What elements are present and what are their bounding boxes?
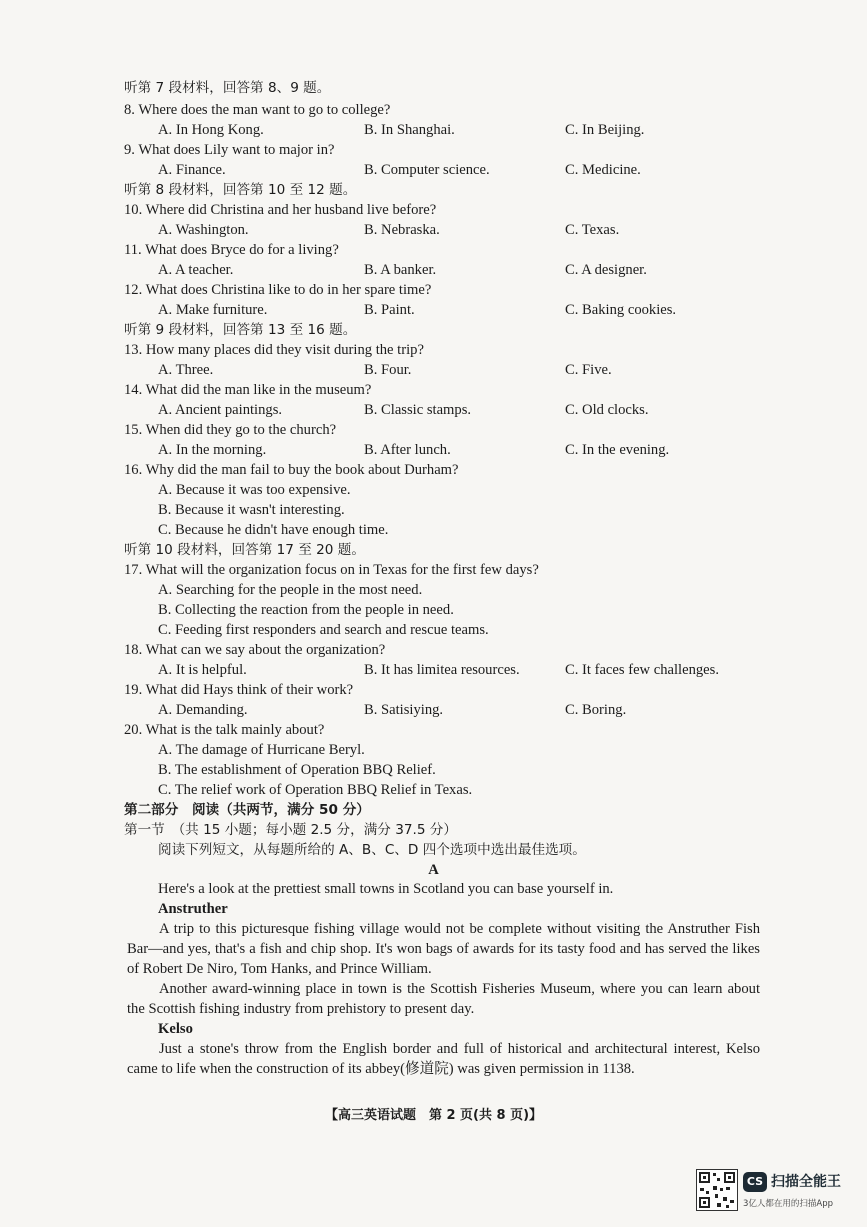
question-9: 9. What does Lily want to major in? xyxy=(124,142,335,158)
option-b: B. Four. xyxy=(364,362,412,378)
option-b: B. Paint. xyxy=(364,302,415,318)
option-b: B. Satisiying. xyxy=(364,702,444,718)
option-a: A. Make furniture. xyxy=(158,302,268,318)
option-a: A. Searching for the people in the most need. xyxy=(158,582,423,598)
page-footer: 【高三英语试题 第 2 页(共 8 页)】 xyxy=(324,1108,543,1123)
paragraph-text: Another award-winning place in town is the Scottish Fisheries Museum, where you can learn about the Scottish fishing industry from prehistory to present day. xyxy=(127,981,760,1017)
option-b: B. It has limitea resources. xyxy=(364,662,520,678)
option-a: A. It is helpful. xyxy=(158,662,247,678)
option-a: A. In the morning. xyxy=(158,442,267,458)
question-13: 13. How many places did they visit during the trip? xyxy=(124,342,424,358)
question-18: 18. What can we say about the organization? xyxy=(124,642,386,658)
camscanner-logo-icon: CS xyxy=(743,1172,767,1192)
option-c: C. It faces few challenges. xyxy=(565,662,719,678)
question-17: 17. What will the organization focus on in Texas for the first few days? xyxy=(124,562,539,578)
paragraph xyxy=(127,919,760,1019)
option-a: A. Three. xyxy=(158,362,214,378)
qr-code-icon xyxy=(696,1169,738,1211)
section-header: 听第 8 段材料，回答第 10 至 12 题。 xyxy=(124,182,357,198)
passage-intro: Here's a look at the prettiest small towns in Scotland you can base yourself in. xyxy=(158,881,614,897)
option-a: A. Because it was too expensive. xyxy=(158,482,351,498)
instruction: 阅读下列短文，从每题所给的 A、B、C、D 四个选项中选出最佳选项。 xyxy=(158,842,586,858)
option-b: B. A banker. xyxy=(364,262,437,278)
question-19: 19. What did Hays think of their work? xyxy=(124,682,354,698)
option-c: C. Because he didn't have enough time. xyxy=(158,522,389,538)
question-20: 20. What is the talk mainly about? xyxy=(124,722,325,738)
question-15: 15. When did they go to the church? xyxy=(124,422,337,438)
option-b: B. Computer science. xyxy=(364,162,490,178)
question-14: 14. What did the man like in the museum? xyxy=(124,382,372,398)
option-b: B. Collecting the reaction from the people in need. xyxy=(158,602,454,618)
option-b: B. Classic stamps. xyxy=(364,402,472,418)
option-c: C. Five. xyxy=(565,362,612,378)
option-c: C. In the evening. xyxy=(565,442,670,458)
option-b: B. Because it wasn't interesting. xyxy=(158,502,345,518)
option-c: C. Old clocks. xyxy=(565,402,649,418)
option-a: A. In Hong Kong. xyxy=(158,122,264,138)
option-c: C. A designer. xyxy=(565,262,647,278)
scanner-tagline: 3亿人都在用的扫描App xyxy=(743,1199,834,1209)
town-heading: Kelso xyxy=(158,1021,193,1037)
question-12: 12. What does Christina like to do in her spare time? xyxy=(124,282,432,298)
option-c: C. Texas. xyxy=(565,222,620,238)
question-16: 16. Why did the man fail to buy the book about Durham? xyxy=(124,462,459,478)
option-a: A. Washington. xyxy=(158,222,249,238)
section-title: 第一节 （共 15 小题；每小题 2.5 分，满分 37.5 分） xyxy=(124,822,457,838)
option-a: A. Ancient paintings. xyxy=(158,402,283,418)
section-header: 听第 9 段材料，回答第 13 至 16 题。 xyxy=(124,322,357,338)
option-a: A. A teacher. xyxy=(158,262,234,278)
question-11: 11. What does Bryce do for a living? xyxy=(124,242,339,258)
option-b: B. Nebraska. xyxy=(364,222,440,238)
paragraph-text: A trip to this picturesque fishing village would not be complete without visiting the Anstruther Fish Bar—and yes, that's a fish and chip shop. It's won bags of awards for its tasty food and has served the likes of Robert De Niro, Tom Hanks, and Prince William. xyxy=(127,921,760,977)
paragraph-text: Just a stone's throw from the English border and full of historical and architectural interest, Kelso came to life when the construction of its abbey(修道院) was given permission in 1138. xyxy=(127,1041,760,1077)
section-header: 听第 7 段材料，回答第 8、9 题。 xyxy=(124,80,331,96)
option-a: A. Finance. xyxy=(158,162,226,178)
question-10: 10. Where did Christina and her husband live before? xyxy=(124,202,437,218)
option-c: C. In Beijing. xyxy=(565,122,645,138)
part-title: 第二部分 阅读（共两节，满分 50 分） xyxy=(124,802,370,818)
option-c: C. Boring. xyxy=(565,702,627,718)
scanner-app-name: 扫描全能王 xyxy=(771,1174,841,1190)
option-c: C. Feeding first responders and search and rescue teams. xyxy=(158,622,489,638)
option-b: B. In Shanghai. xyxy=(364,122,455,138)
option-c: C. The relief work of Operation BBQ Relief in Texas. xyxy=(158,782,473,798)
option-a: A. Demanding. xyxy=(158,702,248,718)
paragraph xyxy=(127,1039,760,1079)
section-header: 听第 10 段材料，回答第 17 至 20 题。 xyxy=(124,542,365,558)
option-c: C. Medicine. xyxy=(565,162,641,178)
passage-letter: A xyxy=(428,862,439,878)
option-b: B. After lunch. xyxy=(364,442,451,458)
question-8: 8. Where does the man want to go to college? xyxy=(124,102,391,118)
option-b: B. The establishment of Operation BBQ Relief. xyxy=(158,762,436,778)
option-a: A. The damage of Hurricane Beryl. xyxy=(158,742,365,758)
option-c: C. Baking cookies. xyxy=(565,302,677,318)
town-heading: Anstruther xyxy=(158,901,228,917)
